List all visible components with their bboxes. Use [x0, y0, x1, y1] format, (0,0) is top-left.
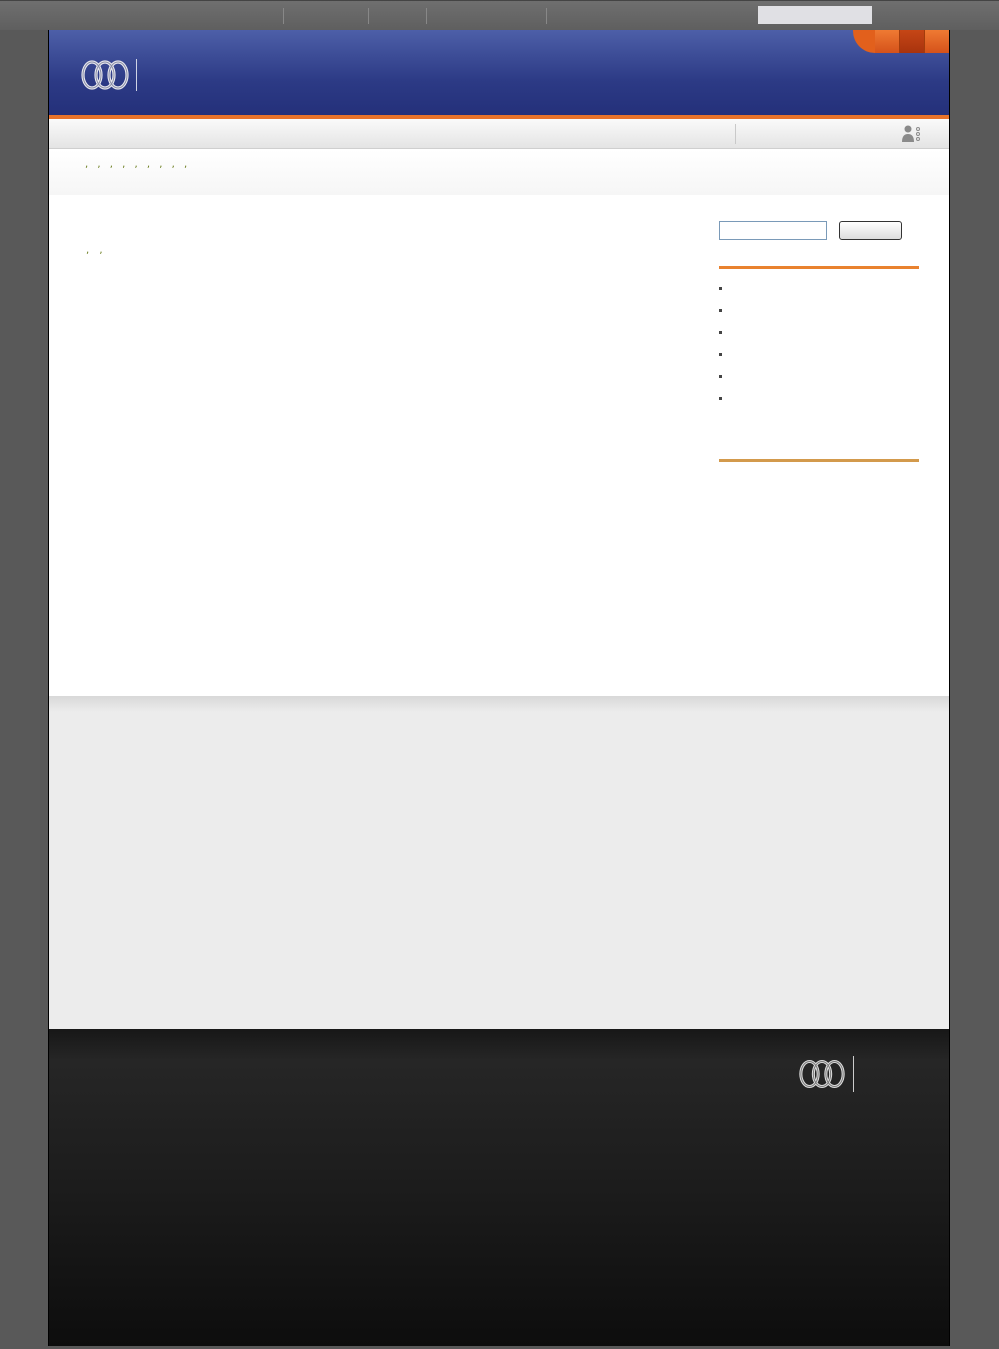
my-tag-item[interactable]	[719, 343, 919, 365]
bullet	[719, 309, 722, 312]
footer	[49, 1029, 949, 1346]
my-tag-item[interactable]	[719, 277, 919, 299]
listen-link[interactable]	[924, 30, 949, 53]
bullet	[719, 375, 722, 378]
tag-links	[719, 421, 919, 434]
divider	[283, 8, 284, 24]
news-search-input[interactable]	[719, 221, 827, 240]
divider	[368, 8, 369, 24]
bullet	[719, 353, 722, 356]
newsradio-link[interactable]	[875, 30, 899, 53]
abc-news-logo[interactable]	[79, 58, 142, 92]
hot-tags: , , , , , , , , ,	[85, 159, 188, 170]
abc-lissajous-logo-icon	[797, 1056, 847, 1092]
abc-footer-logo[interactable]	[797, 1056, 860, 1092]
bullet	[719, 287, 722, 290]
my-account-icon[interactable]	[901, 125, 921, 143]
news-search-button[interactable]	[839, 221, 902, 240]
now-playing[interactable]	[899, 30, 924, 53]
logo-divider	[853, 1056, 854, 1092]
my-tag-item[interactable]	[719, 387, 919, 409]
site-header	[49, 30, 949, 116]
my-tag-item[interactable]	[719, 321, 919, 343]
article	[79, 212, 674, 256]
search-the-abc-button[interactable]	[758, 6, 872, 24]
newsradio-strip	[853, 30, 949, 53]
section-shadow	[49, 696, 949, 712]
page-column	[48, 30, 950, 1346]
divider	[546, 8, 547, 24]
divider	[426, 8, 427, 24]
logo-divider	[136, 59, 137, 91]
main-nav	[49, 119, 949, 149]
my-stories-header	[719, 455, 919, 462]
article-tools	[79, 212, 674, 231]
my-tag-item[interactable]	[719, 299, 919, 321]
bullet	[719, 331, 722, 334]
my-tag-item[interactable]	[719, 365, 919, 387]
bullet	[719, 397, 722, 400]
my-tags-header	[719, 262, 919, 269]
sidebar	[719, 210, 919, 470]
article-tags: , ,	[86, 245, 103, 256]
abc-global-bar	[0, 0, 999, 30]
footer-legal	[903, 1280, 919, 1294]
nav-divider	[735, 124, 736, 144]
stories-section	[49, 696, 949, 1029]
my-tags-list	[719, 277, 919, 409]
abc-lissajous-logo-icon	[79, 58, 131, 92]
news-search-form	[719, 221, 919, 240]
